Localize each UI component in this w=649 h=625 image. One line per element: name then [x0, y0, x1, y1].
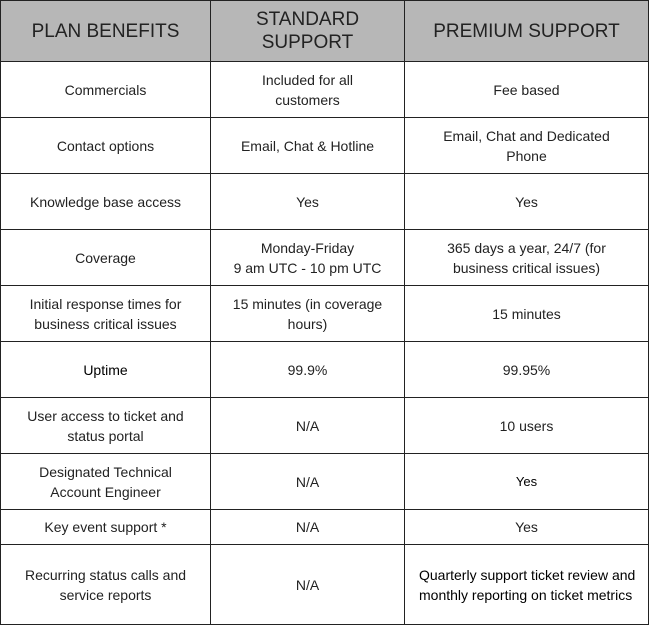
premium-cell: Quarterly support ticket review and monthly reporting on ticket metrics [405, 545, 649, 625]
table-row [1, 174, 649, 230]
premium-cell: Yes [405, 454, 649, 510]
benefit-cell: Uptime [1, 342, 211, 398]
standard-cell: Included for all customers [211, 62, 405, 118]
header-standard-support: STANDARD SUPPORT [211, 1, 405, 62]
table-row [1, 62, 649, 118]
table-row [1, 510, 649, 545]
table-row [1, 286, 649, 342]
benefit-cell: Designated Technical Account Engineer [1, 454, 211, 510]
premium-cell: 10 users [405, 398, 649, 454]
benefit-cell: Commercials [1, 62, 211, 118]
benefit-cell: Contact options [1, 118, 211, 174]
table-row [1, 545, 649, 625]
premium-cell: Yes [405, 510, 649, 545]
standard-cell: Email, Chat & Hotline [211, 118, 405, 174]
header-row [1, 1, 649, 62]
benefit-cell: Initial response times for business critical issues [1, 286, 211, 342]
premium-cell: 99.95% [405, 342, 649, 398]
premium-cell: Yes [405, 174, 649, 230]
standard-cell: 15 minutes (in coverage hours) [211, 286, 405, 342]
standard-cell: N/A [211, 545, 405, 625]
benefit-cell: Recurring status calls and service reports [1, 545, 211, 625]
table-row [1, 342, 649, 398]
standard-cell: N/A [211, 398, 405, 454]
standard-cell: N/A [211, 510, 405, 545]
premium-cell: 365 days a year, 24/7 (for business critical issues) [405, 230, 649, 286]
benefit-cell: User access to ticket and status portal [1, 398, 211, 454]
benefit-cell: Coverage [1, 230, 211, 286]
premium-cell: Email, Chat and Dedicated Phone [405, 118, 649, 174]
standard-cell: Yes [211, 174, 405, 230]
standard-cell: N/A [211, 454, 405, 510]
header-premium-support: PREMIUM SUPPORT [405, 1, 649, 62]
standard-cell: Monday-Friday 9 am UTC - 10 pm UTC [211, 230, 405, 286]
table-row [1, 230, 649, 286]
premium-cell: Fee based [405, 62, 649, 118]
table-row [1, 454, 649, 510]
standard-cell: 99.9% [211, 342, 405, 398]
benefit-cell: Knowledge base access [1, 174, 211, 230]
table-row [1, 398, 649, 454]
premium-cell: 15 minutes [405, 286, 649, 342]
table-row [1, 118, 649, 174]
header-plan-benefits: PLAN BENEFITS [1, 1, 211, 62]
benefit-cell: Key event support * [1, 510, 211, 545]
